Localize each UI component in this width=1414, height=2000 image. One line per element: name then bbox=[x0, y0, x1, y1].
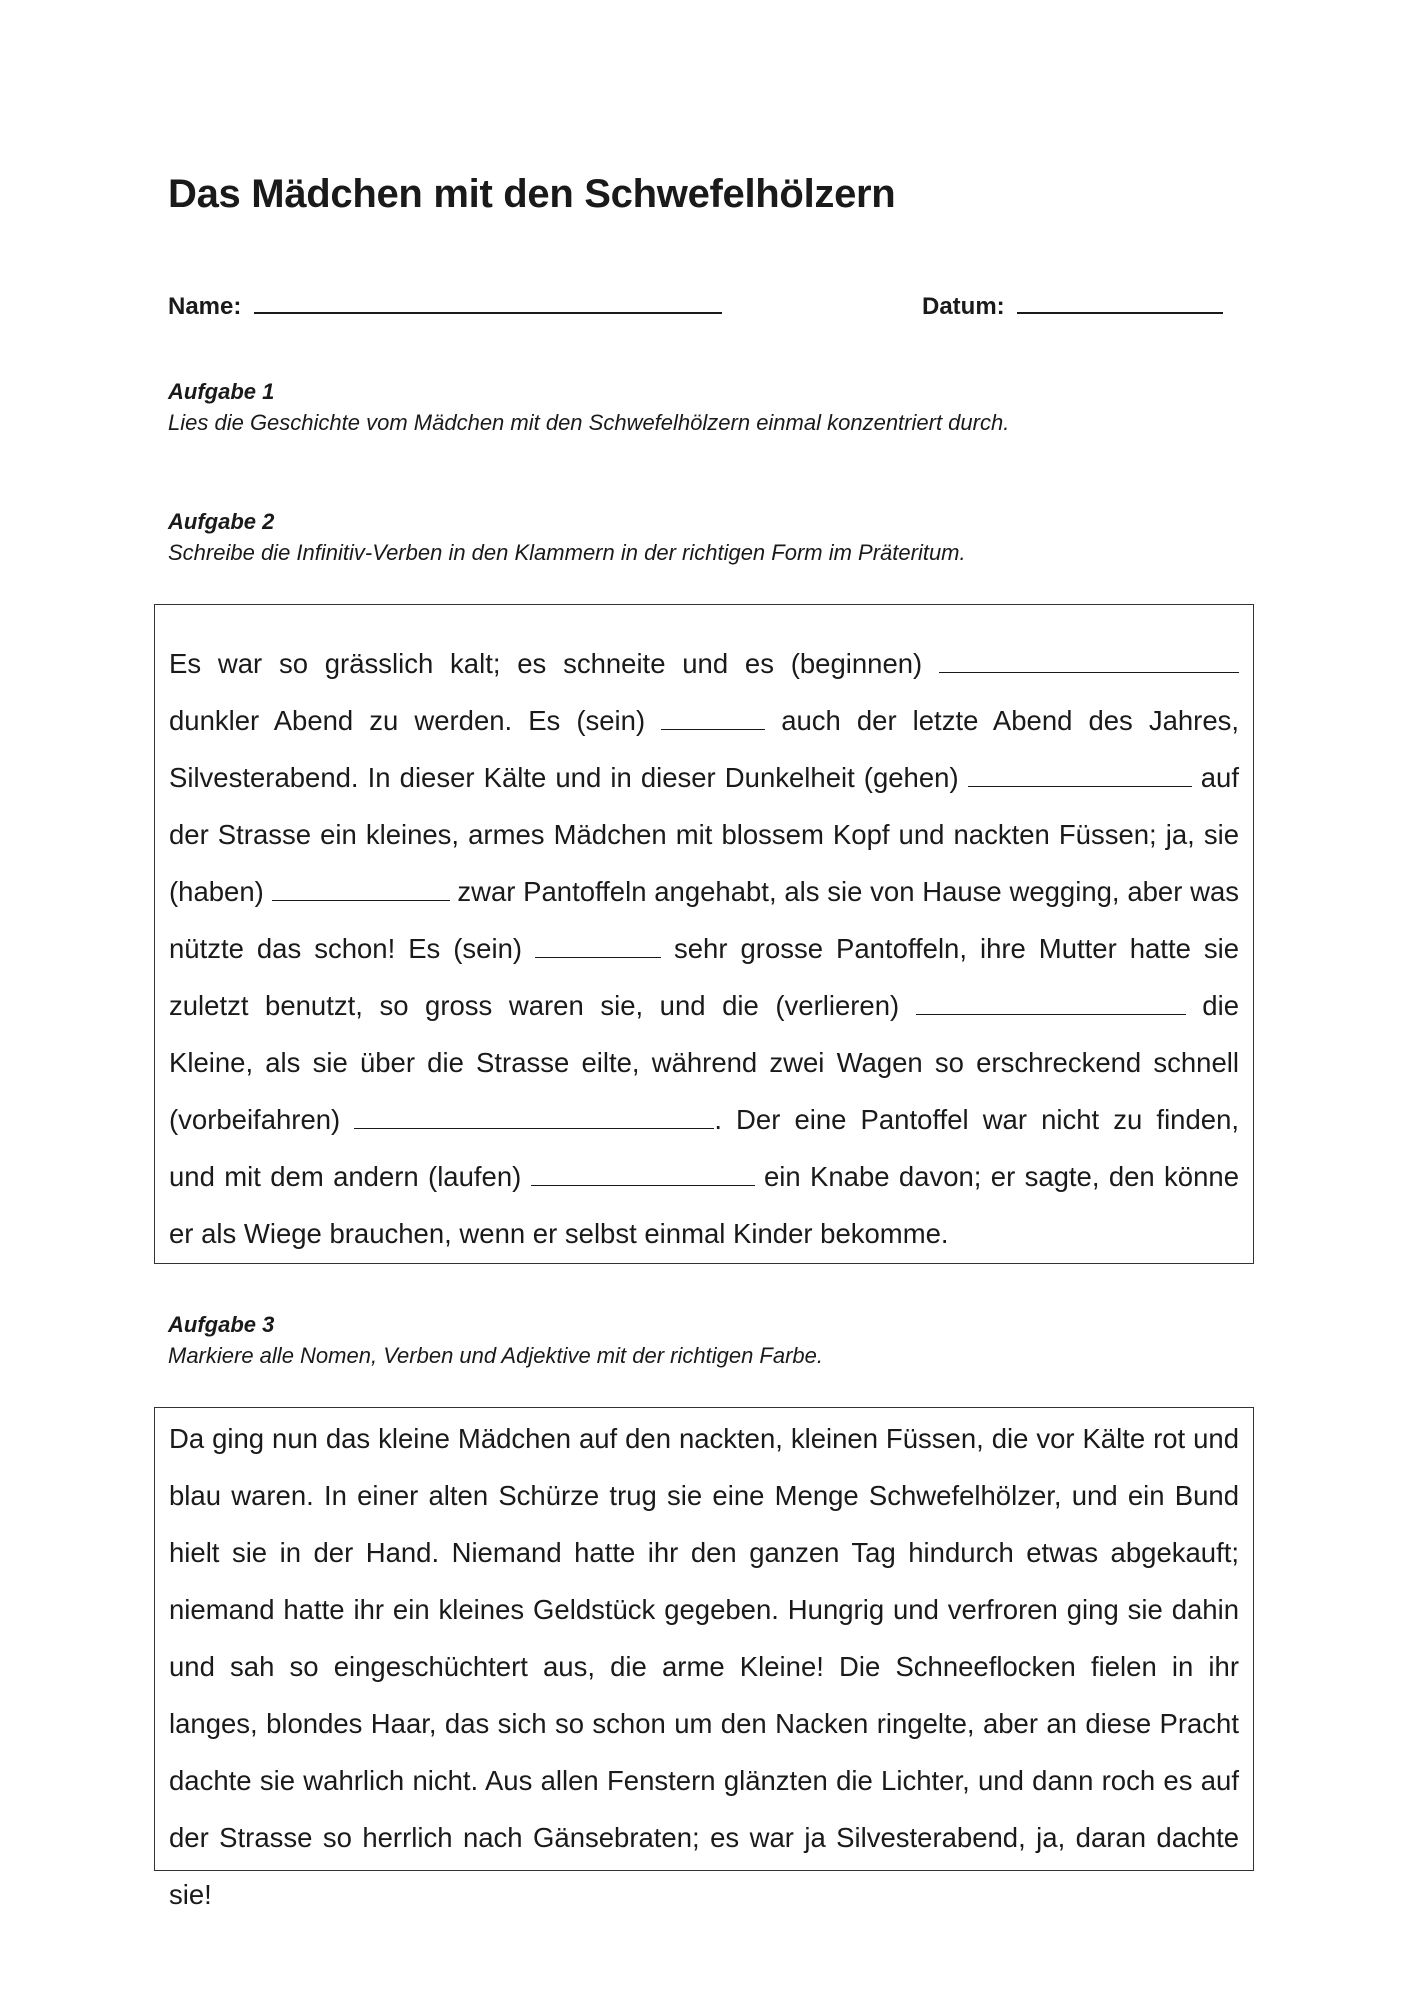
page-title: Das Mädchen mit den Schwefelhölzern bbox=[168, 172, 896, 216]
task-1-instruction: Lies die Geschichte vom Mädchen mit den Schwefelhölzern einmal konzentriert durch. bbox=[168, 410, 1010, 435]
answer-blank[interactable] bbox=[272, 876, 450, 901]
answer-blank[interactable] bbox=[661, 705, 765, 730]
answer-blank[interactable] bbox=[968, 762, 1192, 787]
task-3 bbox=[168, 1309, 823, 1371]
cloze-text: sehr grosse Pantoffeln, ihre Mutter hatte sie zuletzt benutzt, so gross waren sie, und die (verlieren) bbox=[169, 933, 1240, 1021]
task-2 bbox=[168, 506, 966, 568]
task-1-heading: Aufgabe 1 bbox=[168, 379, 275, 404]
date-label: Datum: bbox=[922, 293, 1005, 320]
task-2-heading: Aufgabe 2 bbox=[168, 509, 275, 534]
date-line[interactable] bbox=[1017, 290, 1223, 314]
cloze-text: . Der eine Pantoffel war nicht zu finden, und mit dem andern (laufen) bbox=[169, 1104, 1240, 1192]
task-2-text-box bbox=[154, 604, 1254, 1264]
cloze-text: auch der letzte Abend des Jahres, Silvesterabend. In dieser Kälte und in dieser Dunkelheit (gehen) bbox=[169, 705, 1240, 793]
answer-blank[interactable] bbox=[535, 933, 661, 958]
answer-blank[interactable] bbox=[939, 648, 1239, 673]
answer-blank[interactable] bbox=[916, 990, 1186, 1015]
task-1 bbox=[168, 376, 1009, 438]
date-field[interactable] bbox=[922, 290, 1223, 321]
cloze-text: die Kleine, als sie über die Strasse eilte, während zwei Wagen so erschreckend schnell (vorbeifahren) bbox=[169, 990, 1239, 1135]
name-label: Name: bbox=[168, 293, 242, 320]
task-3-text-box bbox=[154, 1407, 1254, 1910]
answer-blank[interactable] bbox=[531, 1161, 755, 1186]
cloze-text: zwar Pantoffeln angehabt, als sie von Hause wegging, aber was nützte das schon! Es (sein) bbox=[169, 876, 1240, 964]
task-3-heading: Aufgabe 3 bbox=[168, 1312, 275, 1337]
cloze-text: auf der Strasse ein kleines, armes Mädchen mit blossem Kopf und nackten Füssen; ja, sie (haben) bbox=[169, 762, 1239, 907]
task-2-instruction: Schreibe die Infinitiv-Verben in den Klammern in der richtigen Form im Präteritum. bbox=[168, 540, 966, 565]
task-3-instruction: Markiere alle Nomen, Verben und Adjektive mit der richtigen Farbe. bbox=[168, 1343, 824, 1368]
answer-blank[interactable] bbox=[354, 1104, 714, 1129]
name-field[interactable] bbox=[168, 290, 722, 321]
cloze-text: dunkler Abend zu werden. Es (sein) bbox=[169, 705, 646, 736]
cloze-text: ein Knabe davon; er sagte, den könne er als Wiege brauchen, wenn er selbst einmal Kinder bekomme. bbox=[169, 1161, 1239, 1249]
cloze-text: Es war so grässlich kalt; es schneite und es (beginnen) bbox=[169, 648, 923, 679]
story-paragraph: Da ging nun das kleine Mädchen auf den nackten, kleinen Füssen, die vor Kälte rot und blau waren. In einer alten Schürze trug sie eine Menge Schwefelhölzer, und ein Bund hielt sie in der Hand. Niemand hatte ihr den ganzen Tag hindurch etwas abgekauft; niemand hatte ihr ein kleines Geldstück gegeben. Hungrig und verfroren ging sie dahin und sah so eingeschüchtert aus, die arme Kleine! Die Schneeflocken fielen in ihr langes, blondes Haar, das sich so schon um den Nacken ringelte, aber an diese Pracht dachte sie wahrlich nicht. Aus allen Fenstern glänzten die Lichter, und dann roch es auf der Strasse so herrlich nach Gänsebraten; es war ja Silvesterabend, ja, daran dachte sie! bbox=[169, 1423, 1239, 1910]
name-line[interactable] bbox=[254, 290, 722, 314]
cloze-paragraph bbox=[169, 635, 1239, 1262]
